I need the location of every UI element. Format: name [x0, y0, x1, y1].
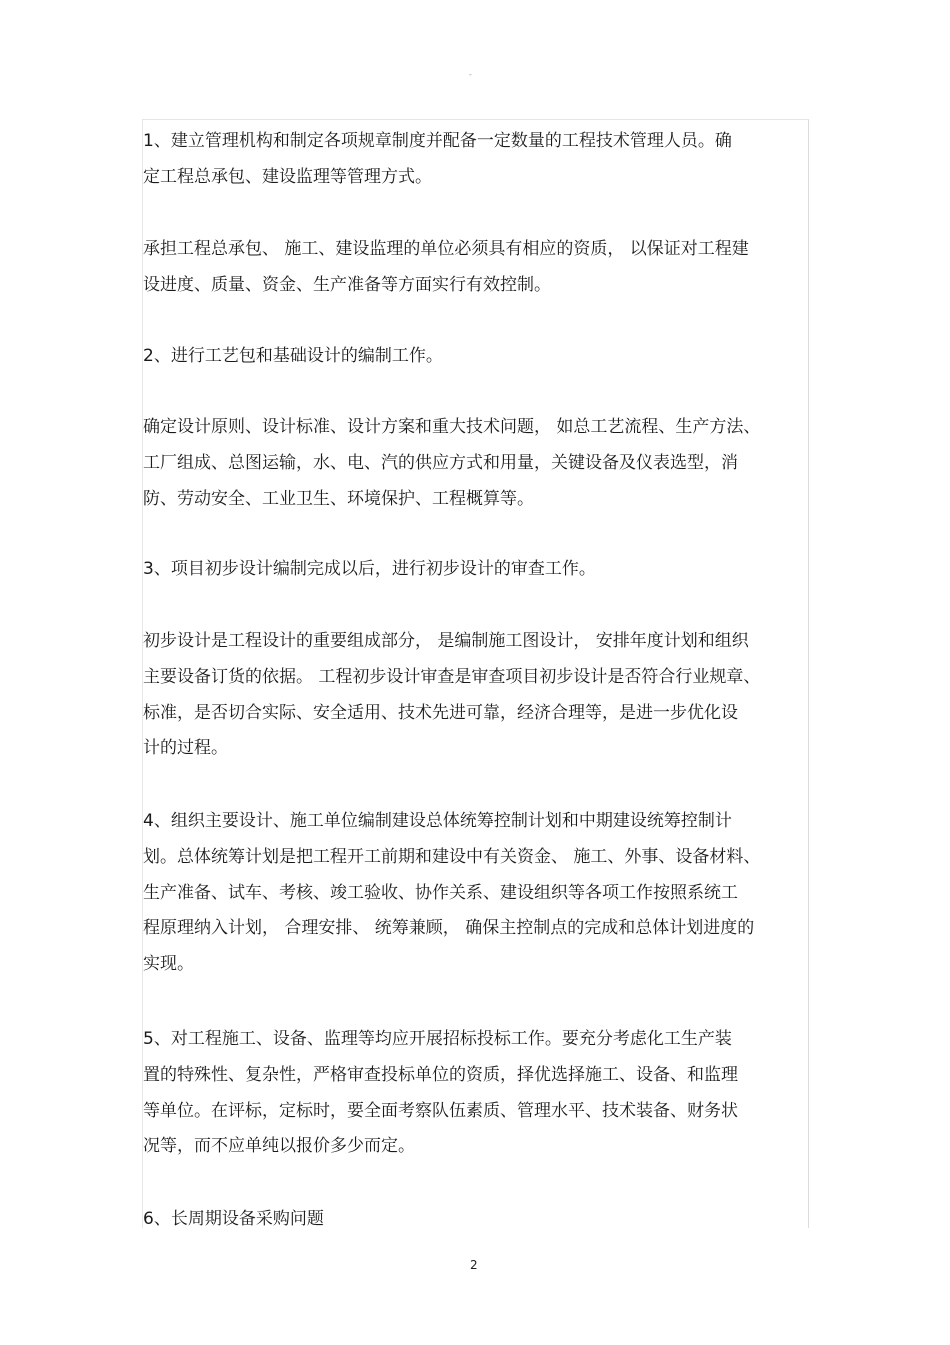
paragraph-5 — [143, 552, 808, 588]
text-line: 标准，是否切合实际、安全适用、技术先进可靠，经济合理等，是进一步优化设 — [143, 702, 738, 723]
text-line: 1、建立管理机构和制定各项规章制度并配备一定数量的工程技术管理人员。确 — [143, 131, 732, 151]
text-line: 生产准备、试车、考核、竣工验收、协作关系、建设组织等各项工作按照系统工 — [143, 882, 738, 903]
text-line: 3、项目初步设计编制完成以后，进行初步设计的审查工作。 — [143, 559, 596, 579]
text-line: 定工程总承包、建设监理等管理方式。 — [143, 166, 432, 187]
text-line: 4、组织主要设计、施工单位编制建设总体统筹控制计划和中期建设统筹控制计 — [143, 811, 732, 831]
paragraph-4 — [143, 410, 808, 517]
text-line: 2、进行工艺包和基础设计的编制工作。 — [143, 346, 443, 366]
text-line: 设进度、质量、资金、生产准备等方面实行有效控制。 — [143, 274, 551, 295]
paragraph-8 — [143, 1022, 808, 1165]
text-line: 划。总体统筹计划是把工程开工前期和建设中有关资金、 施工、外事、设备材料、 — [143, 846, 761, 867]
text-line: 确定设计原则、设计标准、设计方案和重大技术问题， 如总工艺流程、生产方法、 — [143, 417, 761, 437]
paragraph-3 — [143, 339, 808, 375]
paragraph-6 — [143, 624, 808, 767]
text-line: 程原理纳入计划， 合理安排、 统筹兼顾， 确保主控制点的完成和总体计划进度的 — [143, 918, 755, 939]
header-mark: - — [469, 70, 472, 79]
text-line: 承担工程总承包、 施工、建设监理的单位必须具有相应的资质， 以保证对工程建 — [143, 239, 749, 259]
paragraph-2 — [143, 232, 808, 304]
text-line: 工厂组成、总图运输，水、电、汽的供应方式和用量，关键设备及仪表选型，消 — [143, 452, 738, 473]
paragraph-9 — [143, 1202, 808, 1238]
page-content — [142, 119, 809, 1228]
text-line: 况等，而不应单纯以报价多少而定。 — [143, 1136, 415, 1157]
text-line: 等单位。在评标，定标时，要全面考察队伍素质、管理水平、技术装备、财务状 — [143, 1100, 738, 1121]
text-line: 防、劳动安全、工业卫生、环境保护、工程概算等。 — [143, 488, 534, 509]
paragraph-1 — [143, 124, 808, 196]
paragraph-7 — [143, 804, 808, 983]
text-line: 置的特殊性、复杂性，严格审查投标单位的资质，择优选择施工、设备、和监理 — [143, 1064, 738, 1085]
text-line: 初步设计是工程设计的重要组成部分， 是编制施工图设计， 安排年度计划和组织 — [143, 631, 749, 651]
page-number: 2 — [470, 1258, 478, 1272]
text-line: 主要设备订货的依据。 工程初步设计审查是审查项目初步设计是否符合行业规章、 — [143, 666, 761, 687]
text-line: 计的过程。 — [143, 738, 228, 759]
text-line: 实现。 — [143, 954, 194, 975]
text-line: 5、对工程施工、设备、监理等均应开展招标投标工作。要充分考虑化工生产装 — [143, 1029, 732, 1049]
text-line: 6、长周期设备采购问题 — [143, 1209, 324, 1229]
